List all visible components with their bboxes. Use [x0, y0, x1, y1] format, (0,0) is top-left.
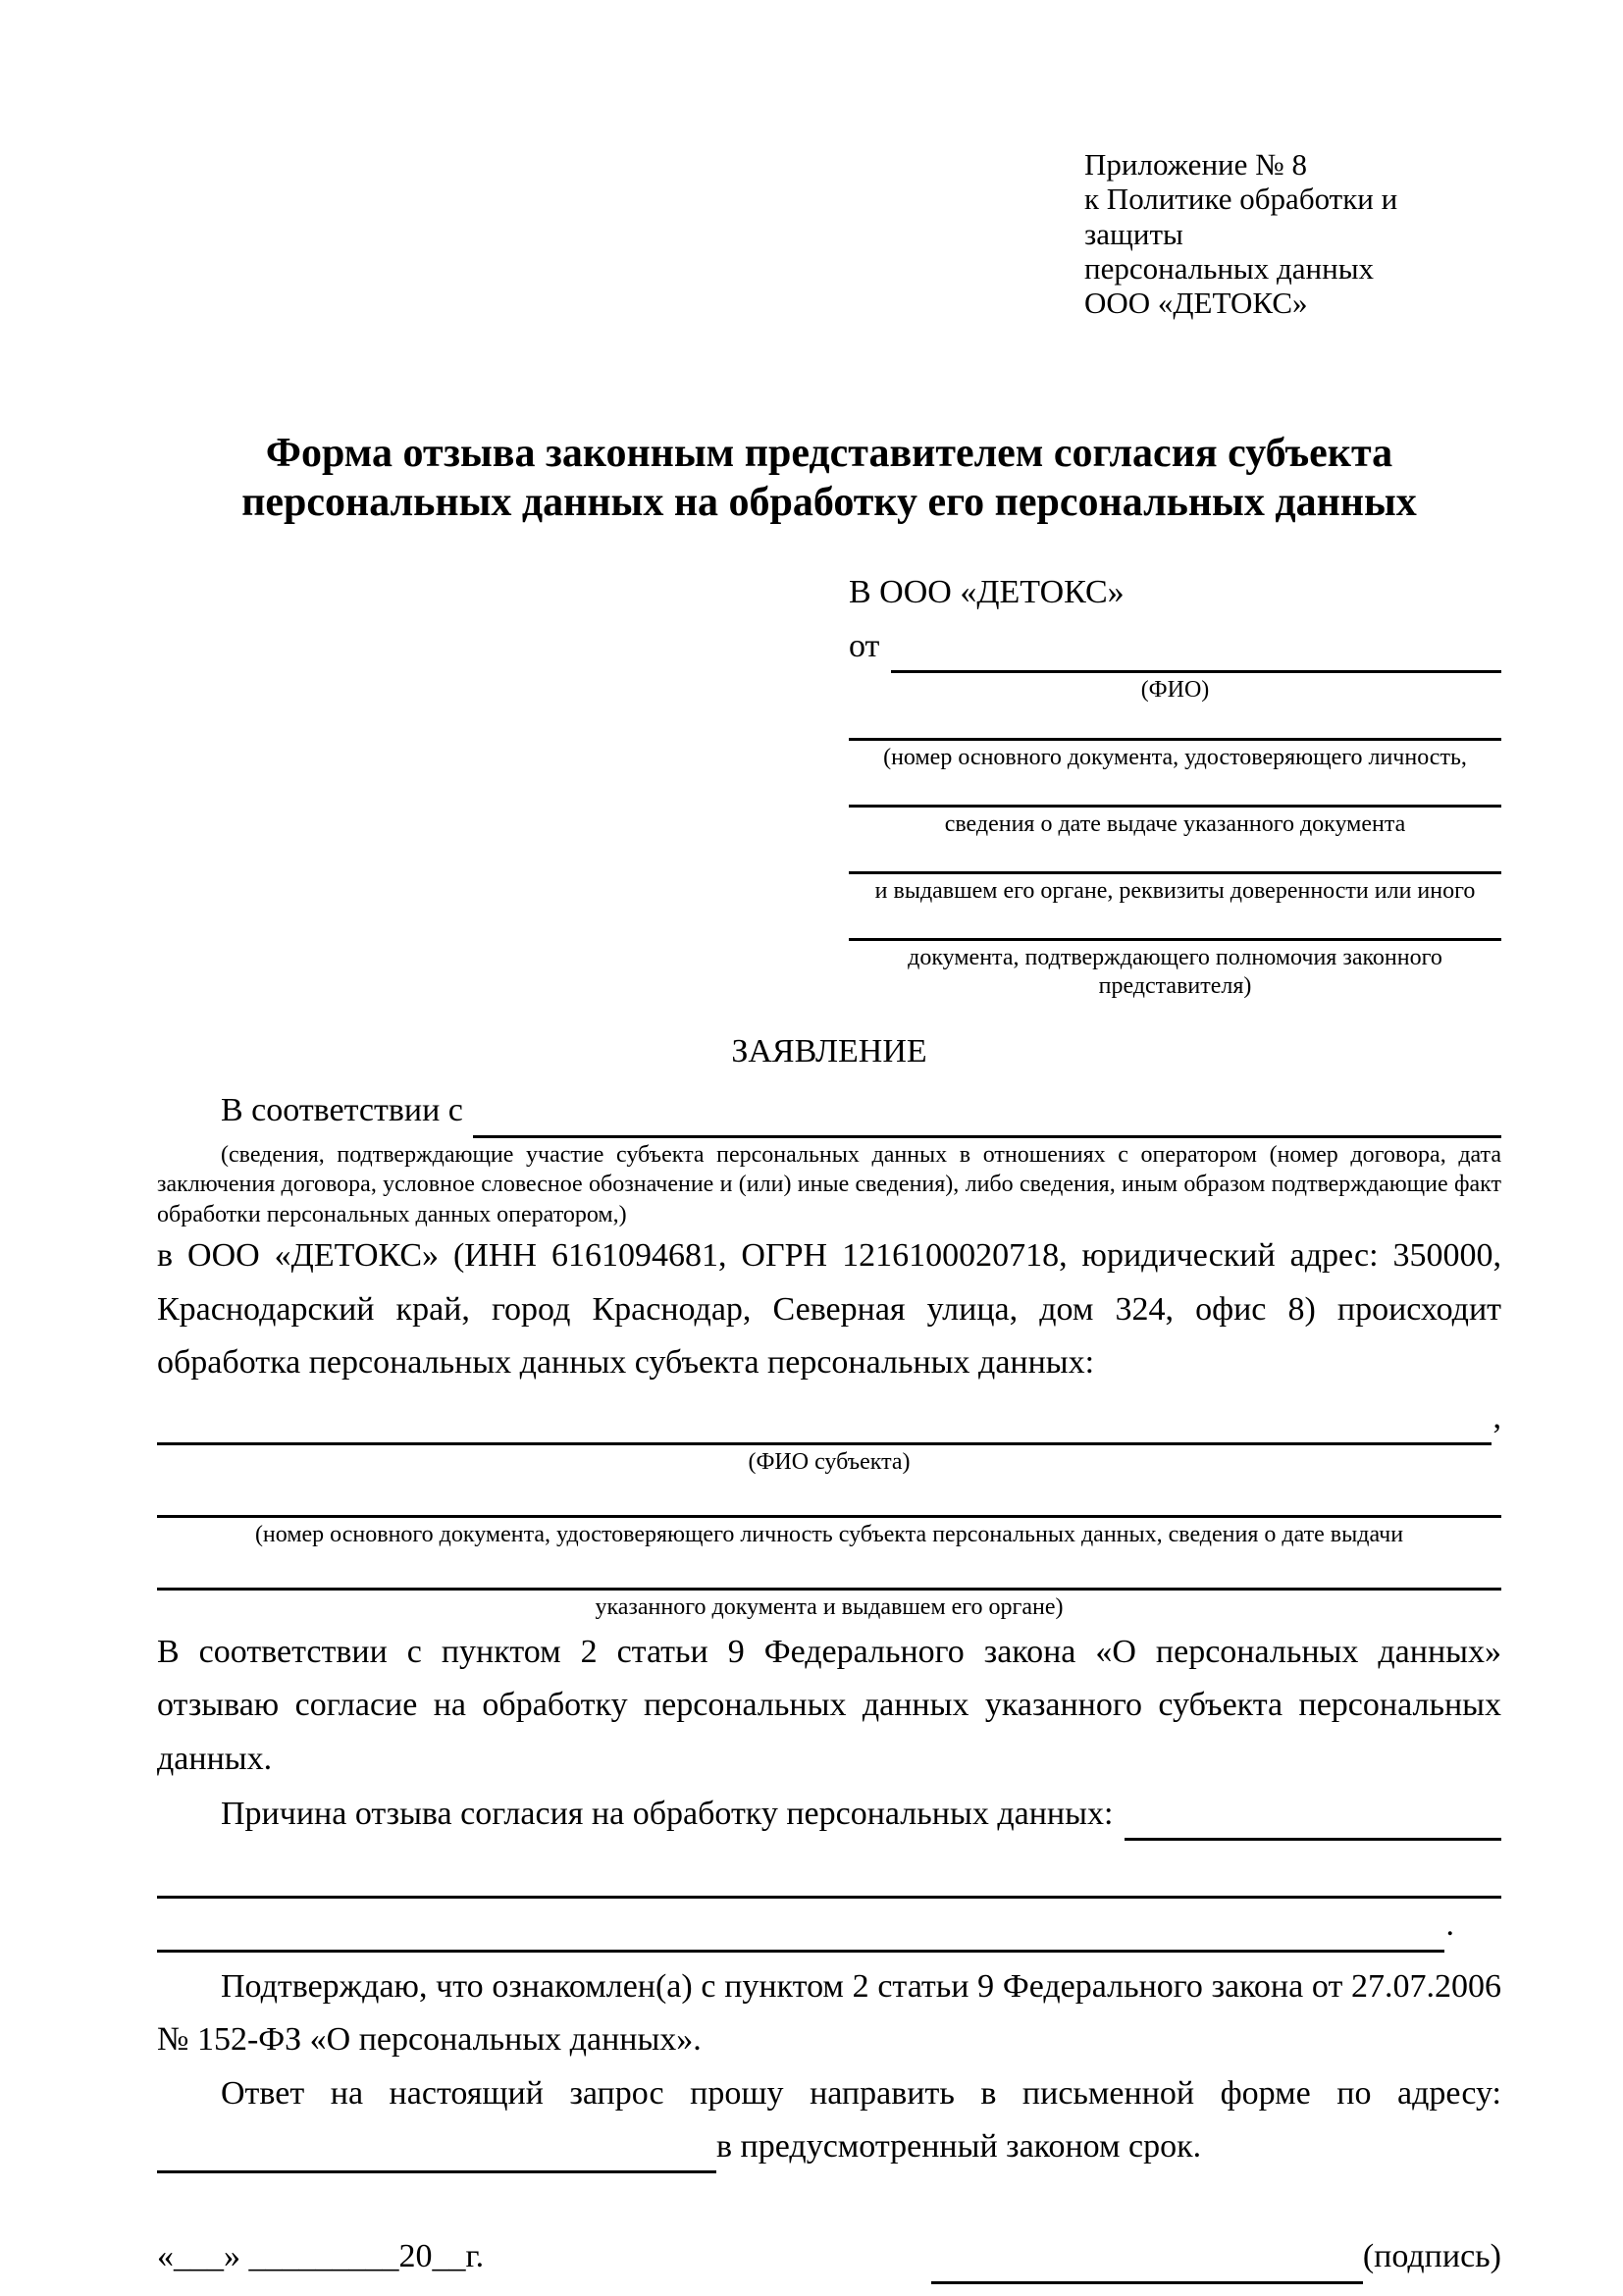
form-title	[157, 429, 1501, 528]
subject-fio-caption: (ФИО субъекта)	[748, 1448, 911, 1475]
representative-fio-line	[891, 670, 1501, 673]
recipient-block	[849, 566, 1501, 1000]
representative-doc-caption-4: документа, подтверждающего полномочия законного представителя)	[908, 945, 1442, 999]
appendix-header-line: к Политике обработки и защиты	[1084, 182, 1398, 251]
representative-doc-line-3	[849, 838, 1501, 874]
representative-fio-caption: (ФИО)	[1140, 677, 1210, 704]
representative-doc-line-4	[849, 905, 1501, 941]
withdrawal-paragraph: В соответствии с пунктом 2 статьи 9 Федерального закона «О персональных данных» отзываю согласие на обработку персональных данных указанного субъекта персональных данных.	[157, 1633, 1501, 1777]
reason-write-in-row-2	[157, 1899, 1501, 1952]
basis-row	[157, 1084, 1501, 1137]
subject-doc-line-1	[157, 1476, 1501, 1518]
signature-caption: (подпись)	[1362, 2238, 1501, 2275]
representative-doc-caption-1: (номер основного документа, удостоверяющего личность,	[883, 744, 1467, 770]
reply-suffix: в предусмотренный законом срок.	[716, 2127, 1202, 2165]
trailing-comma: ,	[1492, 1399, 1501, 1436]
basis-footnote: (сведения, подтверждающие участие субъекта персональных данных в отношениях с оператором (номер договора, дата заключения договора, условное словесное обозначение и (или) иные сведения), либо сведения, иным образом подтверждающие факт обработки персональных данных оператором,)	[157, 1141, 1501, 1227]
from-row	[849, 620, 1501, 673]
representative-doc-line-1	[849, 704, 1501, 741]
reply-address-paragraph: Ответ на настоящий запрос прошу направить в письменной форме по адресу:	[221, 2074, 1501, 2112]
representative-doc-caption-3: и выдавшем его органе, реквизиты доверенности или иного	[874, 878, 1476, 905]
representative-doc-line-2	[849, 771, 1501, 808]
form-title-line: Форма отзыва законным представителем согласия субъекта	[265, 430, 1393, 476]
appendix-header	[1084, 147, 1501, 321]
subject-doc-caption-2: указанного документа и выдавшем его органе)	[595, 1594, 1064, 1621]
representative-doc-caption-2: сведения о дате выдаче указанного документа	[944, 810, 1406, 837]
appendix-header-line: Приложение № 8	[1084, 147, 1307, 182]
recipient-org: В ООО «ДЕТОКС»	[849, 574, 1125, 611]
form-title-line: персональных данных на обработку его персональных данных	[241, 480, 1417, 526]
appendix-header-line: персональных данных	[1084, 250, 1375, 286]
subject-fio-line	[157, 1442, 1492, 1445]
appendix-header-line: ООО «ДЕТОКС»	[1084, 286, 1308, 321]
reason-fill-line	[1125, 1838, 1501, 1841]
confirmation-paragraph: Подтверждаю, что ознакомлен(а) с пунктом 2 статьи 9 Федерального закона от 27.07.2006 № 152-ФЗ «О персональных данных».	[157, 1967, 1501, 2059]
reason-write-in-line-2	[157, 1920, 1444, 1953]
basis-fill-line	[473, 1135, 1501, 1138]
statement-heading: ЗАЯВЛЕНИЕ	[731, 1033, 927, 1070]
subject-fio-row	[157, 1391, 1501, 1444]
date-signature-row	[157, 2230, 1501, 2283]
from-label: от	[849, 627, 880, 664]
subject-doc-line-2	[157, 1548, 1501, 1591]
signature-group	[931, 2230, 1501, 2283]
reply-address-row	[157, 2120, 1501, 2173]
reason-row	[157, 1788, 1501, 1841]
reason-label: Причина отзыва согласия на обработку персональных данных:	[221, 1795, 1114, 1832]
signature-line	[931, 2248, 1363, 2284]
operator-paragraph: в ООО «ДЕТОКС» (ИНН 6161094681, ОГРН 1216100020718, юридический адрес: 350000, Краснодарский край, город Краснодар, Северная улица, дом 324, офис 8) происходит обработка персональных данных субъекта персональных данных:	[157, 1237, 1501, 1382]
trailing-period: .	[1445, 1906, 1454, 1944]
reason-write-in-line-1	[157, 1856, 1501, 1899]
subject-doc-caption-1: (номер основного документа, удостоверяющего личность субъекта персональных данных, сведения о дате выдачи	[254, 1522, 1404, 1548]
reply-address-line	[157, 2133, 716, 2173]
date-field: «___» _________20__г.	[157, 2238, 485, 2275]
basis-label: В соответствии с	[221, 1092, 463, 1129]
